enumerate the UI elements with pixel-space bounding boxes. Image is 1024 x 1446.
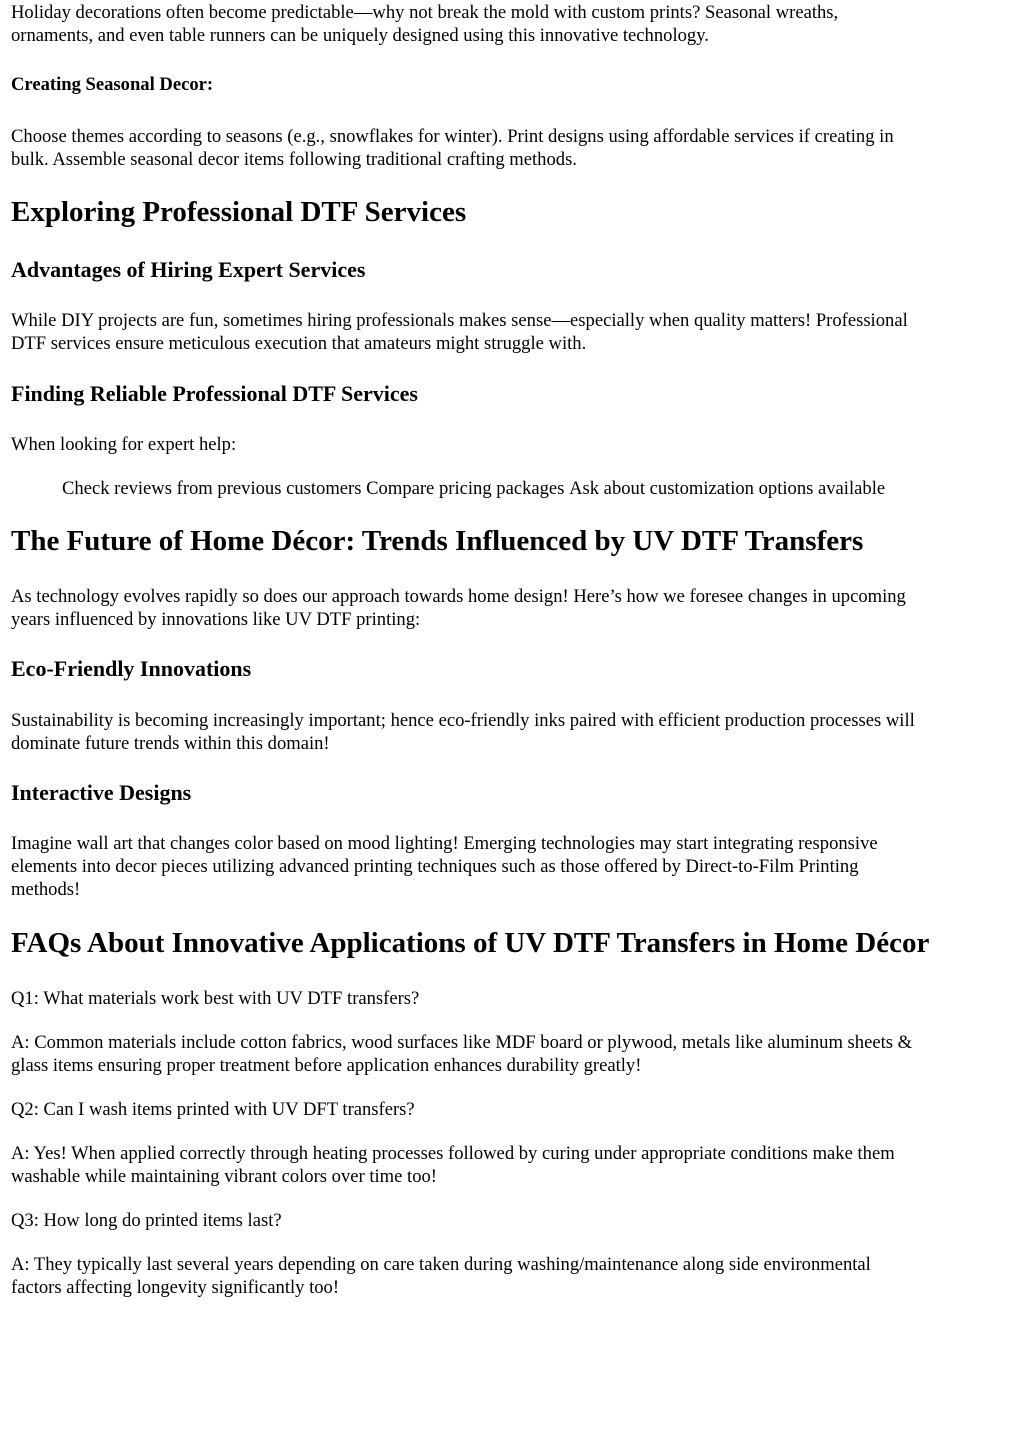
seasonal-line-2: bulk. Assemble seasonal decor items following traditional crafting methods. <box>11 149 577 170</box>
faq-question-1: Q1: What materials work best with UV DTF transfers? <box>11 988 420 1009</box>
intro-line-2: ornaments, and even table runners can be uniquely designed using this innovative technology. <box>11 25 709 46</box>
faq-answer-1 <box>11 1031 912 1077</box>
eco-friendly-heading: Eco-Friendly Innovations <box>11 656 252 681</box>
interactive-designs-paragraph <box>11 832 878 901</box>
eco-friendly-paragraph <box>11 709 915 755</box>
faq-answer-2-line-1: A: Yes! When applied correctly through heating processes followed by curing under appropriate conditions make them <box>11 1143 895 1164</box>
list-item: Ask about customization options available <box>569 478 886 499</box>
faq-question-3: Q3: How long do printed items last? <box>11 1210 282 1231</box>
interactive-line-1: Imagine wall art that changes color based on mood lighting! Emerging technologies may start integrating responsive <box>11 833 878 854</box>
advantages-paragraph <box>11 309 908 355</box>
advantages-heading: Advantages of Hiring Expert Services <box>11 257 366 282</box>
seasonal-decor-paragraph <box>11 125 894 171</box>
faq-answer-2 <box>11 1142 895 1188</box>
future-heading: The Future of Home Décor: Trends Influenced by UV DTF Transfers <box>11 525 864 557</box>
faq-answer-3-line-2: factors affecting longevity significantly too! <box>11 1277 340 1298</box>
finding-services-heading: Finding Reliable Professional DTF Services <box>11 381 418 406</box>
faq-question-2: Q2: Can I wash items printed with UV DFT transfers? <box>11 1099 415 1120</box>
interactive-line-3: methods! <box>11 879 81 900</box>
eco-line-2: dominate future trends within this domain! <box>11 733 330 754</box>
faqs-heading: FAQs About Innovative Applications of UV DTF Transfers in Home Décor <box>11 927 930 959</box>
future-intro-paragraph <box>11 585 906 631</box>
list-item: Check reviews from previous customers <box>62 478 362 499</box>
seasonal-line-1: Choose themes according to seasons (e.g., snowflakes for winter). Print designs using affordable services if creating in <box>11 126 894 147</box>
faq-answer-3-line-1: A: They typically last several years depending on care taken during washing/maintenance along side environmental <box>11 1254 871 1275</box>
advantages-line-1: While DIY projects are fun, sometimes hiring professionals makes sense—especially when quality matters! Professional <box>11 310 908 331</box>
faq-answer-3 <box>11 1253 871 1299</box>
future-intro-line-1: As technology evolves rapidly so does our approach towards home design! Here’s how we foresee changes in upcoming <box>11 586 906 607</box>
list-item: Compare pricing packages <box>366 478 565 499</box>
professional-services-heading: Exploring Professional DTF Services <box>11 196 467 228</box>
future-intro-line-2: years influenced by innovations like UV DTF printing: <box>11 609 421 630</box>
faq-answer-1-line-2: glass items ensuring proper treatment before application enhances durability greatly! <box>11 1055 642 1076</box>
interactive-line-2: elements into decor pieces utilizing advanced printing techniques such as those offered by Direct-to-Film Printing <box>11 856 859 877</box>
eco-line-1: Sustainability is becoming increasingly important; hence eco-friendly inks paired with efficient production processes will <box>11 710 915 731</box>
intro-line-1: Holiday decorations often become predictable—why not break the mold with custom prints? Seasonal wreaths, <box>11 2 839 23</box>
finding-intro-text: When looking for expert help: <box>11 434 237 455</box>
seasonal-decor-heading: Creating Seasonal Decor: <box>11 74 214 95</box>
advantages-line-2: DTF services ensure meticulous execution that amateurs might struggle with. <box>11 333 587 354</box>
intro-paragraph <box>11 1 838 47</box>
interactive-designs-heading: Interactive Designs <box>11 780 192 805</box>
expert-help-list <box>62 477 885 500</box>
faq-answer-2-line-2: washable while maintaining vibrant colors over time too! <box>11 1166 437 1187</box>
faq-answer-1-line-1: A: Common materials include cotton fabrics, wood surfaces like MDF board or plywood, metals like aluminum sheets & <box>11 1032 913 1053</box>
